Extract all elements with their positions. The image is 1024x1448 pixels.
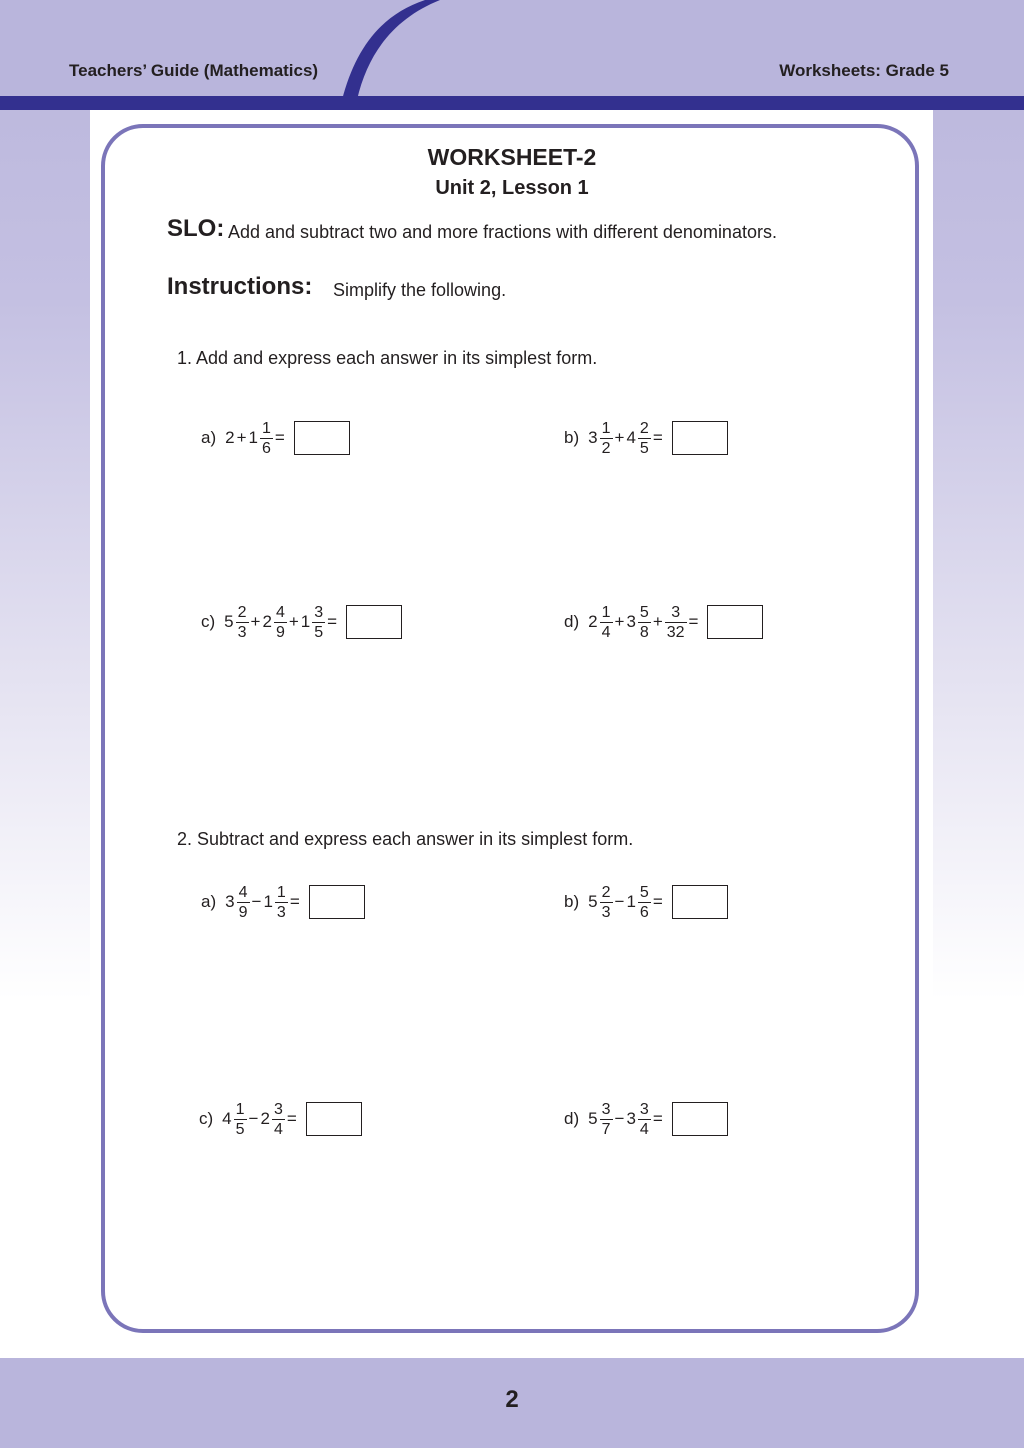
numerator: 1 bbox=[276, 883, 286, 901]
numerator: 3 bbox=[314, 603, 324, 621]
fraction bbox=[638, 883, 651, 922]
operator: − bbox=[251, 892, 262, 911]
worksheet-subtitle: Unit 2, Lesson 1 bbox=[435, 177, 589, 199]
header-rule bbox=[0, 96, 1024, 110]
denominator: 3 bbox=[601, 903, 611, 921]
numerator: 1 bbox=[601, 603, 611, 621]
whole-number: 1 bbox=[626, 892, 636, 911]
header-book-title: Teachers’ Guide (Mathematics) bbox=[69, 61, 319, 80]
whole-number: 3 bbox=[626, 1109, 636, 1128]
problem-1b bbox=[564, 416, 728, 460]
fraction bbox=[275, 883, 288, 922]
operator: + bbox=[250, 612, 261, 631]
whole-number: 4 bbox=[222, 1109, 232, 1128]
instructions-label: Instructions: bbox=[167, 273, 313, 300]
operator: + bbox=[288, 612, 299, 631]
problem-1d bbox=[564, 600, 763, 644]
denominator: 3 bbox=[237, 623, 247, 641]
operator: = bbox=[274, 428, 285, 447]
problem-1a bbox=[201, 416, 350, 460]
problem-label: a) bbox=[201, 428, 217, 447]
denominator: 5 bbox=[314, 623, 324, 641]
operator: + bbox=[614, 428, 625, 447]
whole-number: 3 bbox=[626, 612, 636, 631]
header-section-title: Worksheets: Grade 5 bbox=[779, 61, 949, 80]
fraction bbox=[237, 883, 250, 922]
denominator: 7 bbox=[601, 1120, 611, 1138]
answer-box[interactable] bbox=[309, 885, 365, 919]
worksheet-title: WORKSHEET-2 bbox=[427, 144, 597, 170]
problem-1c bbox=[201, 600, 402, 644]
operator: − bbox=[248, 1109, 259, 1128]
worksheet-frame bbox=[101, 124, 919, 1333]
operator: = bbox=[327, 612, 338, 631]
denominator: 4 bbox=[639, 1120, 649, 1138]
fraction bbox=[234, 1100, 247, 1139]
page-number: 2 bbox=[505, 1386, 519, 1413]
answer-box[interactable] bbox=[294, 421, 350, 455]
fraction bbox=[260, 419, 273, 458]
problem-label: c) bbox=[199, 1109, 214, 1128]
whole-number: 5 bbox=[224, 612, 234, 631]
answer-box[interactable] bbox=[672, 885, 728, 919]
page-header bbox=[0, 0, 1024, 97]
whole-number: 2 bbox=[262, 612, 272, 631]
operator: = bbox=[652, 892, 663, 911]
slo-label: SLO: bbox=[167, 215, 225, 242]
numerator: 5 bbox=[639, 883, 649, 901]
problem-label: d) bbox=[564, 1109, 580, 1128]
whole-number: 3 bbox=[225, 892, 235, 911]
numerator: 3 bbox=[671, 603, 681, 621]
answer-box[interactable] bbox=[346, 605, 402, 639]
operator: = bbox=[286, 1109, 297, 1128]
answer-box[interactable] bbox=[672, 1102, 728, 1136]
operator: + bbox=[614, 612, 625, 631]
problem-2a bbox=[201, 880, 365, 924]
denominator: 8 bbox=[639, 623, 649, 641]
operator: − bbox=[614, 892, 625, 911]
fraction bbox=[665, 603, 687, 642]
header-swoosh bbox=[330, 0, 440, 100]
answer-box[interactable] bbox=[707, 605, 763, 639]
answer-box[interactable] bbox=[672, 421, 728, 455]
numerator: 3 bbox=[639, 1100, 649, 1118]
numerator: 1 bbox=[235, 1100, 245, 1118]
numerator: 2 bbox=[639, 419, 649, 437]
numerator: 3 bbox=[601, 1100, 611, 1118]
whole-number: 2 bbox=[225, 428, 235, 447]
whole-number: 5 bbox=[588, 892, 598, 911]
instructions-text: Simplify the following. bbox=[333, 280, 507, 300]
denominator: 2 bbox=[601, 439, 611, 457]
numerator: 1 bbox=[601, 419, 611, 437]
operator: − bbox=[614, 1109, 625, 1128]
numerator: 4 bbox=[238, 883, 248, 901]
problem-label: c) bbox=[201, 612, 216, 631]
numerator: 2 bbox=[601, 883, 611, 901]
operator: + bbox=[236, 428, 247, 447]
denominator: 5 bbox=[235, 1120, 245, 1138]
fraction bbox=[312, 603, 325, 642]
fraction bbox=[600, 1100, 613, 1139]
whole-number: 2 bbox=[260, 1109, 270, 1128]
problem-label: b) bbox=[564, 428, 580, 447]
numerator: 1 bbox=[262, 419, 271, 437]
fraction bbox=[600, 419, 613, 458]
whole-number: 1 bbox=[263, 892, 273, 911]
numerator: 2 bbox=[237, 603, 247, 621]
problem-label: a) bbox=[201, 892, 217, 911]
denominator: 6 bbox=[262, 439, 271, 457]
operator: = bbox=[688, 612, 699, 631]
fraction bbox=[600, 883, 613, 922]
fraction bbox=[274, 603, 287, 642]
fraction bbox=[638, 1100, 651, 1139]
denominator: 4 bbox=[273, 1120, 283, 1138]
denominator: 3 bbox=[276, 903, 286, 921]
whole-number: 2 bbox=[588, 612, 598, 631]
denominator: 4 bbox=[601, 623, 611, 641]
denominator: 32 bbox=[666, 623, 685, 641]
whole-number: 4 bbox=[626, 428, 636, 447]
operator: + bbox=[652, 612, 663, 631]
problem-2d bbox=[564, 1097, 728, 1141]
whole-number: 1 bbox=[300, 612, 311, 631]
problem-2b bbox=[564, 880, 728, 924]
denominator: 9 bbox=[275, 623, 285, 641]
fraction bbox=[600, 603, 613, 642]
question-2-title: 2. Subtract and express each answer in its simplest form. bbox=[177, 829, 634, 849]
operator: = bbox=[652, 1109, 663, 1128]
fraction bbox=[272, 1100, 285, 1139]
fraction bbox=[236, 603, 249, 642]
denominator: 6 bbox=[639, 903, 649, 921]
problem-label: d) bbox=[564, 612, 580, 631]
problem-label: b) bbox=[564, 892, 580, 911]
numerator: 4 bbox=[275, 603, 285, 621]
numerator: 5 bbox=[639, 603, 649, 621]
question-1-title: 1. Add and express each answer in its simplest form. bbox=[177, 348, 598, 368]
answer-box[interactable] bbox=[306, 1102, 362, 1136]
denominator: 5 bbox=[639, 439, 649, 457]
whole-number: 3 bbox=[588, 428, 598, 447]
operator: = bbox=[289, 892, 300, 911]
numerator: 3 bbox=[273, 1100, 283, 1118]
fraction bbox=[638, 603, 651, 642]
fraction bbox=[638, 419, 651, 458]
whole-number: 5 bbox=[588, 1109, 598, 1128]
denominator: 9 bbox=[238, 903, 248, 921]
slo-text: Add and subtract two and more fractions with different denominators. bbox=[228, 222, 777, 242]
problem-2c bbox=[199, 1097, 362, 1141]
operator: = bbox=[652, 428, 663, 447]
whole-number: 1 bbox=[248, 428, 258, 447]
